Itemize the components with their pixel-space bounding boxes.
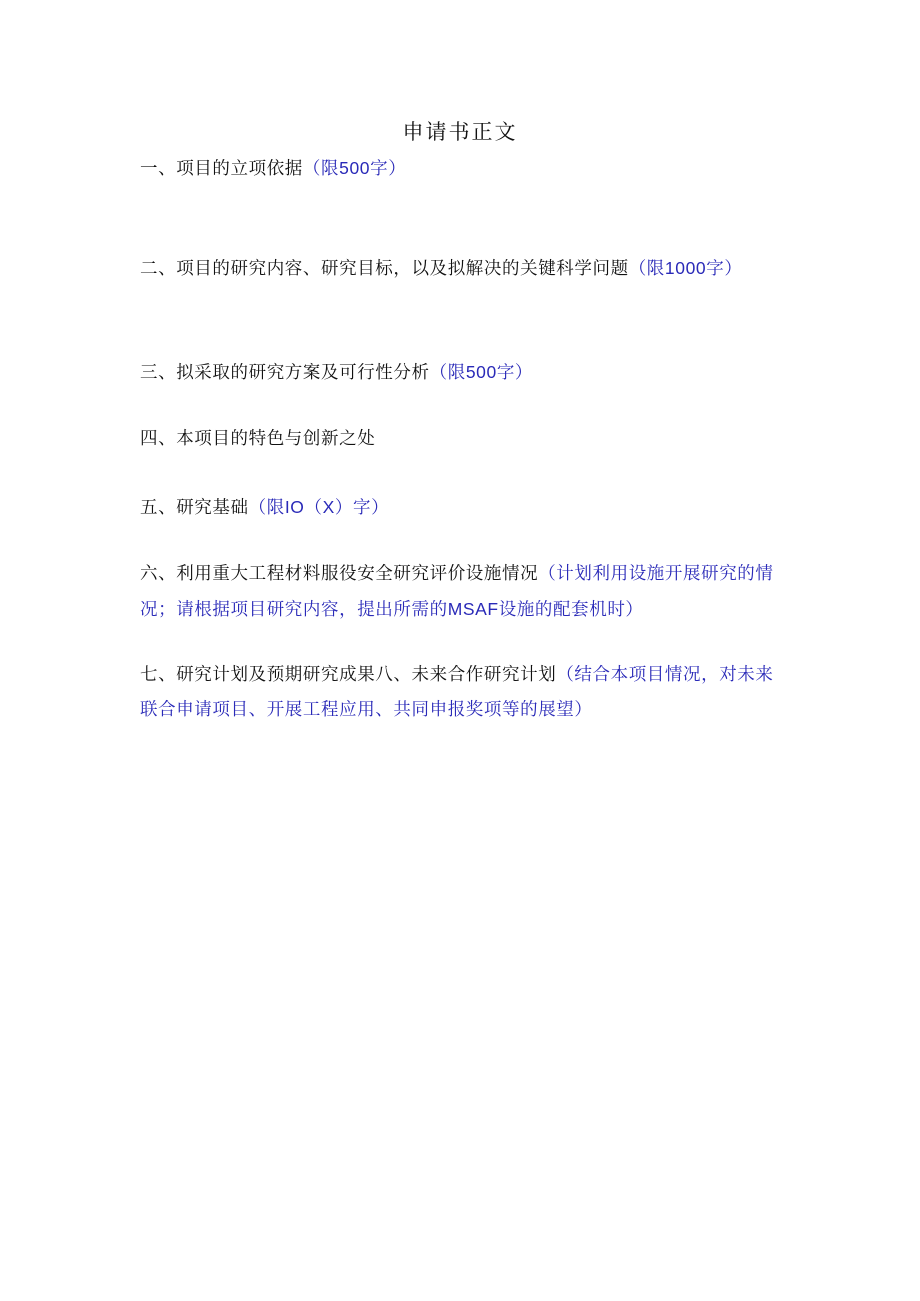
section-6 bbox=[140, 557, 790, 628]
section-7 bbox=[140, 658, 790, 728]
section-1-limit-number: 500 bbox=[339, 158, 371, 178]
section-2-limit-open: （限 bbox=[628, 259, 665, 279]
section-7-note: （结合本项目情况，对未来联合申请项目、开展工程应用、共同申报奖项等的展望） bbox=[140, 665, 774, 720]
section-6-note-part-a: （计划利用设施开展研究的情况；请根据项目研究内容，提出所需的 bbox=[140, 564, 774, 620]
section-6-note-part-b: 设施的配套机时） bbox=[498, 600, 644, 620]
section-3-heading: 三、拟采取的研究方案及可行性分析 bbox=[140, 363, 430, 383]
section-3-limit-number: 500 bbox=[465, 362, 497, 382]
document-title: 申请书正文 bbox=[402, 120, 518, 144]
section-5 bbox=[140, 490, 790, 526]
section-3-limit-open: （限 bbox=[429, 363, 466, 383]
section-5-limit-close: 字） bbox=[352, 498, 390, 518]
section-6-heading: 六、利用重大工程材料服役安全研究评价设施情况 bbox=[140, 564, 539, 584]
section-1 bbox=[140, 151, 790, 187]
section-2-limit-number: 1000 bbox=[664, 258, 707, 278]
section-6-facility-code: MSAF bbox=[447, 599, 499, 619]
section-4 bbox=[140, 422, 790, 457]
section-7-heading: 七、研究计划及预期研究成果八、未来合作研究计划 bbox=[140, 665, 557, 685]
section-5-limit-number: IO（X） bbox=[284, 497, 353, 517]
section-4-heading: 四、本项目的特色与创新之处 bbox=[140, 429, 376, 449]
section-1-limit-close: 字） bbox=[370, 159, 407, 179]
section-3 bbox=[140, 355, 790, 391]
section-5-heading: 五、研究基础 bbox=[140, 498, 249, 518]
section-2 bbox=[140, 251, 790, 287]
section-2-limit-close: 字） bbox=[706, 259, 743, 279]
section-2-heading: 二、项目的研究内容、研究目标，以及拟解决的关键科学问题 bbox=[140, 259, 629, 279]
section-3-limit-close: 字） bbox=[496, 363, 534, 383]
section-1-heading: 一、项目的立项依据 bbox=[140, 159, 303, 179]
section-1-limit-open: （限 bbox=[302, 159, 340, 179]
section-5-limit-open: （限 bbox=[248, 498, 285, 518]
